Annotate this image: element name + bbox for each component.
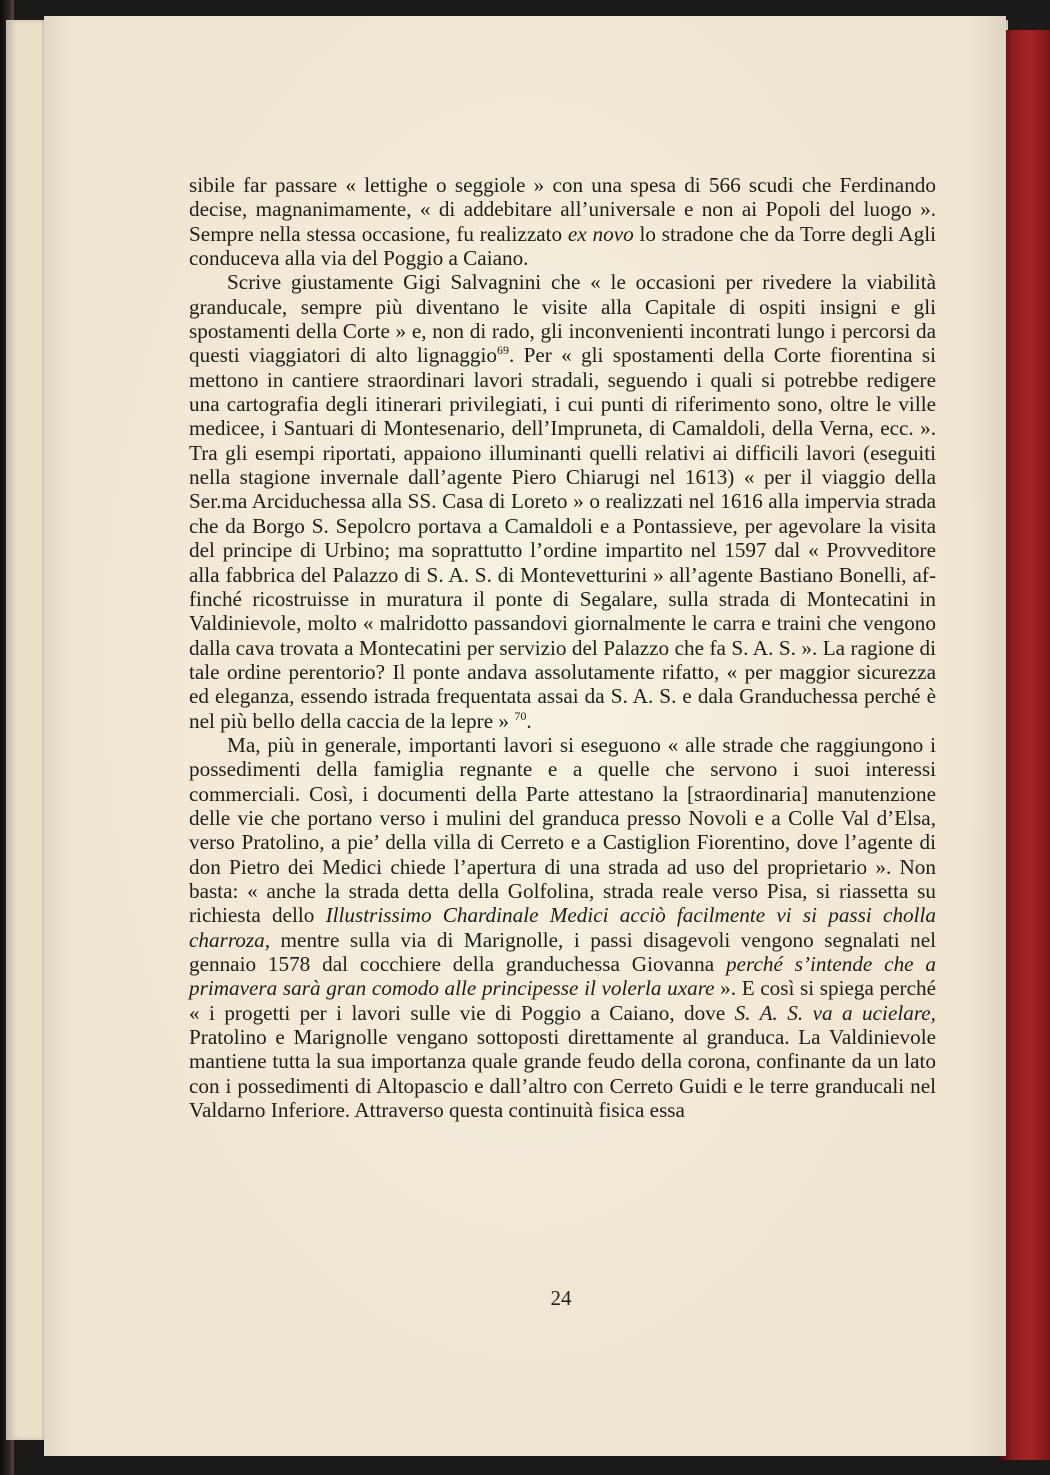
red-book-cover xyxy=(1000,30,1050,1460)
text-run: Ma, più in generale, importanti lavori si eseguono « alle strade che raggiungono i possedimenti della famiglia regnante e a quelle che servono i suoi interessi commerciali. Così, i documenti della Parte attestano la [straordinaria] manutenzione delle vie che portano verso i mulini del granduca presso Novoli e a Colle Val d’Elsa, verso Pratolino, a pie’ della villa di Cerreto e a Castiglion Fiorentino, dove l’agente di don Pietro dei Medici chiede l’apertura di una strada ad uso del proprietario ». Non basta: « anche la strada detta della Golfolina, strada reale verso Pisa, si riassetta su richiesta dello xyxy=(189,732,936,928)
text-run: mentre sulla via di Marignolle, i passi disagevoli vengono segnalati nel gennaio 1578 dal cocchiere della granduchessa Giovanna xyxy=(189,927,936,976)
text-run: lo stradone che da Torre degli Agli conduceva alla via del Poggio a Caiano. xyxy=(189,221,936,271)
italic-text: ex novo xyxy=(567,221,634,246)
text-run: . xyxy=(526,708,532,733)
italic-text: Illustrissimo Chardinale Medici acciò facilmente vi si passi cholla charroza, xyxy=(189,903,936,952)
italic-text: perché s’intende che a primavera sarà gran comodo alle principesse il volerla uxare xyxy=(189,952,936,1001)
text-run: Scrive giustamente Gigi Salvagnini che « le occasioni per rivedere la viabilità granducale, sempre più diventano le visite alla Capitale di ospiti insigni e gli spostamenti della Corte » e, non di rado, gli inconvenienti incontrati lungo i percorsi da questi viaggiatori di alto lignaggio xyxy=(189,270,936,368)
footnote-ref: 69 xyxy=(496,343,509,358)
text-run: ». E così si spiega perché « i progetti per i lavori sulle vie di Poggio a Caiano, dove xyxy=(189,976,936,1025)
body-text xyxy=(189,173,936,1122)
text-run: Pratolino e Marignolle vengano sottoposti direttamente al granduca. La Valdinievole mantiene tutta la sua importanza quale grande feudo della corona, confinante da un lato con i possedimenti di Altopascio e dall’altro con Cerreto Guidi e le terre granducali nel Valdarno Inferiore. Attraverso questa continuità fisica essa xyxy=(189,1025,936,1123)
italic-text: S. A. S. va a ucielare, xyxy=(734,1000,936,1025)
paragraph-1 xyxy=(189,173,936,270)
text-run: sibile far passare « lettighe o seggiole » con una spesa di 566 scudi che Ferdinando decise, magnanimamente, « di addebitare all’universale e non ai Popoli del luogo ». Sempre nella stessa occasione, fu realizzato xyxy=(189,173,936,246)
footnote-ref: 70 xyxy=(514,708,527,723)
paragraph-3 xyxy=(189,733,936,1123)
text-run: . Per « gli spostamenti della Corte fiorentina si mettono in cantiere straordinari lavori stradali, seguendo i quali si potrebbe redigere una cartografia degli itinerari privilegiati, i cui punti di riferimento sono, oltre le ville medicee, i Santuari di Montesenario, dell’Impruneta, di Camaldoli, della Verna, ecc. ». Tra gli esempi riportati, appaiono illuminanti quelli relativi ai difficili lavori (eseguiti nella stagione invernale dall’agente Piero Chiarugi nel 1613) « per il viaggio della Ser.ma Arciduchessa alla SS. Casa di Loreto » o realizzati nel 1616 alla impervia strada che da Borgo S. Sepolcro portava a Camaldoli e a Pontassieve, per agevolare la visita del principe di Urbino; ma soprattutto l’ordine impartito nel 1597 dal « Provveditore alla fabbrica del Palazzo di S. A. S. di Montevetturini » all’agente Bastiano Bonelli, affinché ricostruisse in muratura il ponte di Segalare, sulla strada di Montecatini in Valdinievole, molto « malridotto passandovi giornalmente le carra e traini che vengono dalla cava trovata a Montecatini per servizio del Palazzo che fa S. A. S. ». La ragione di tale ordine perentorio? Il ponte andava assolutamente rifatto, « per maggior sicurezza ed eleganza, essendo istrada frequentata assai da S. A. S. e dala Granduchessa perché è nel più bello della caccia de la lepre » xyxy=(189,343,936,733)
page-number: 24 xyxy=(550,1286,572,1310)
paragraph-2 xyxy=(189,270,936,733)
book-page xyxy=(44,16,1006,1456)
